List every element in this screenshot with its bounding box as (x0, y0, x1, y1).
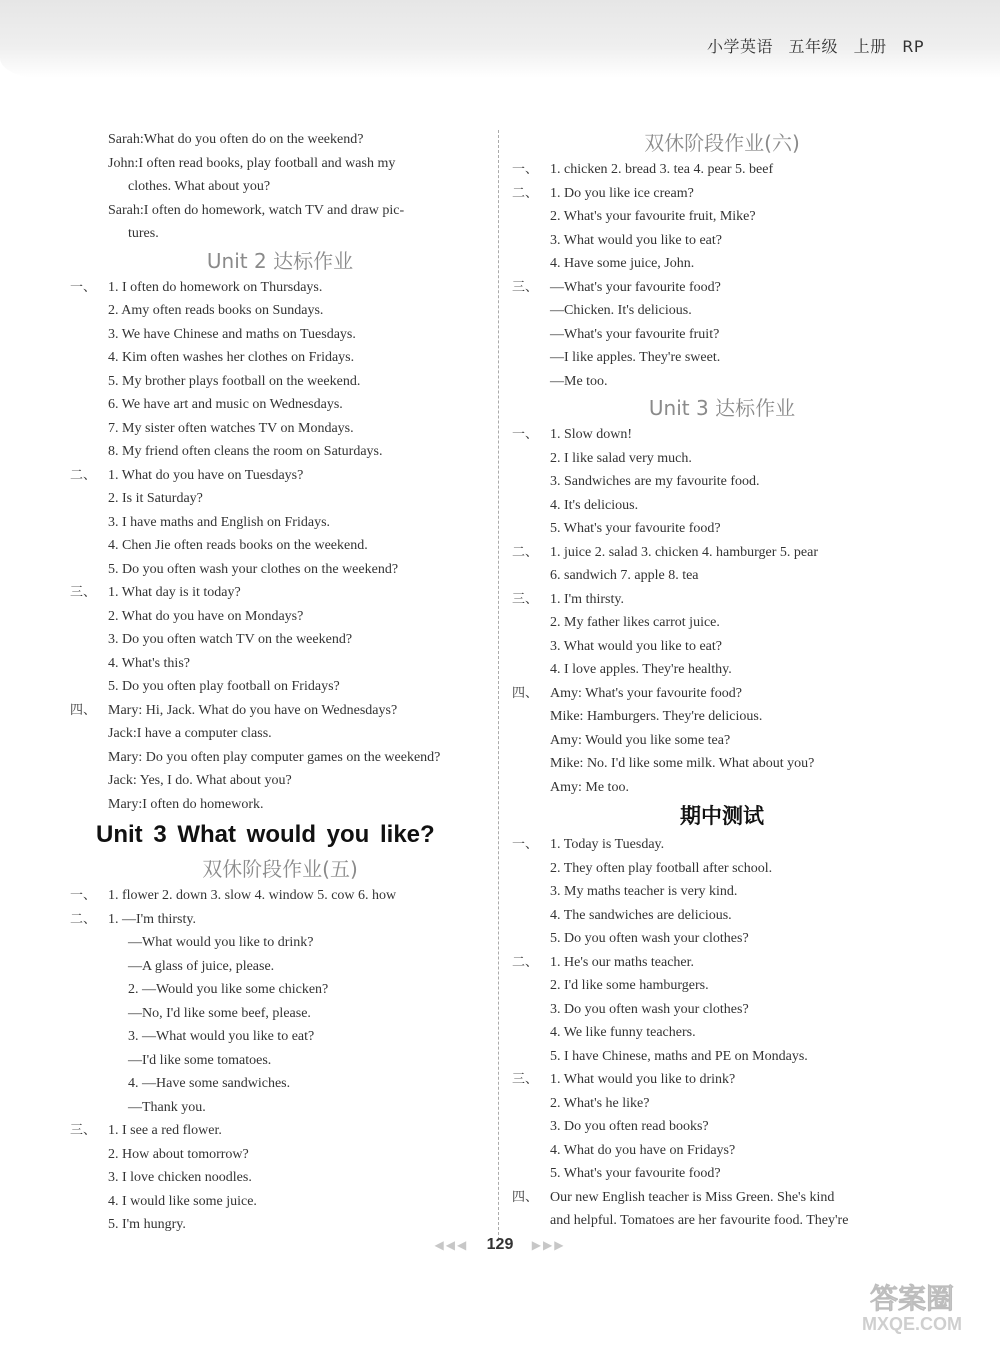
answer-line (512, 1186, 932, 1210)
question-number: 一、 (512, 162, 539, 177)
answer-line (512, 1162, 932, 1186)
answer-line (70, 534, 490, 558)
answer-line (512, 564, 932, 588)
question-number: 二、 (70, 467, 97, 483)
question-number: 四、 (512, 1189, 539, 1205)
answer-line (70, 769, 490, 793)
answer-text: John:I often read books, play football and wash my (108, 155, 396, 171)
answer-text: 4. What's this? (108, 655, 190, 671)
answer-text: 8. My friend often cleans the room on Saturdays. (108, 444, 383, 459)
answer-line (512, 682, 932, 706)
answer-text: Mike: Hamburgers. They're delicious. (550, 709, 763, 724)
answer-line (512, 611, 932, 635)
question-number: 二、 (70, 911, 97, 927)
right-column (512, 128, 932, 1233)
answer-text: Mary: Do you often play computer games on the weekend? (108, 749, 441, 765)
answer-text: 3. What would you like to eat? (550, 232, 722, 248)
answer-text: 3. I have maths and English on Fridays. (108, 514, 331, 530)
answer-line (512, 833, 932, 857)
unit-heading: Unit 3 What would you like? (96, 821, 435, 848)
question-number: 二、 (512, 185, 539, 201)
question-number: 三、 (70, 585, 97, 600)
answer-text: Mike: No. I'd like some milk. What about you? (550, 756, 815, 771)
answer-text: Sarah:I often do homework, watch TV and draw pic- (108, 202, 405, 218)
answer-line (512, 299, 932, 323)
answer-text: —Thank you. (128, 1099, 206, 1115)
answer-text: 5. What's your favourite food? (550, 1166, 721, 1181)
answer-line (512, 346, 932, 370)
answer-text: —Me too. (550, 373, 608, 389)
answer-line (70, 652, 490, 676)
answer-line (512, 729, 932, 753)
answer-text: 2. What's he like? (550, 1095, 650, 1111)
answer-text: 2. What do you have on Mondays? (108, 608, 304, 624)
answer-text: 3. I love chicken noodles. (108, 1170, 252, 1185)
answer-text: 2. How about tomorrow? (108, 1146, 249, 1162)
answer-text: 3. Do you often wash your clothes? (550, 1001, 749, 1017)
answer-text: —I like apples. They're sweet. (550, 350, 721, 365)
answer-text: 2. —Would you like some chicken? (128, 982, 329, 997)
answer-text: 2. Amy often reads books on Sundays. (108, 303, 324, 318)
answer-text: 5. Do you often play football on Fridays? (108, 679, 340, 694)
answer-line (512, 776, 932, 800)
answer-text: 5. My brother plays football on the weekend. (108, 373, 361, 389)
answer-line (70, 699, 490, 723)
answer-text: 3. Sandwiches are my favourite food. (550, 474, 760, 489)
answer-line (512, 752, 932, 776)
answer-text: 1. —I'm thirsty. (108, 911, 196, 927)
answer-line (70, 1002, 490, 1026)
answer-text: 4. Have some juice, John. (550, 256, 695, 271)
answer-line (70, 487, 490, 511)
answer-line (70, 558, 490, 582)
midterm-heading: 期中测试 (680, 804, 764, 828)
answer-line (512, 1021, 932, 1045)
answer-text: 1. What do you have on Tuesdays? (108, 467, 304, 483)
answer-text: 3. Do you often read books? (550, 1119, 709, 1134)
answer-line (512, 1209, 932, 1233)
question-number: 四、 (70, 702, 97, 718)
page-number: 129 (486, 1236, 514, 1253)
answer-text: 5. What's your favourite food? (550, 521, 721, 536)
answer-line (512, 447, 932, 471)
answer-line (70, 628, 490, 652)
answer-line (512, 370, 932, 394)
answer-text: 2. Is it Saturday? (108, 491, 203, 506)
answer-text: —What's your favourite food? (550, 279, 721, 295)
answer-text: 2. They often play football after school. (550, 860, 773, 876)
answer-text: 3. Do you often watch TV on the weekend? (108, 632, 353, 647)
answer-text: 1. Do you like ice cream? (550, 185, 694, 201)
answer-line (512, 494, 932, 518)
answer-line (70, 1072, 490, 1096)
question-number: 三、 (512, 279, 539, 295)
answer-line (512, 1139, 932, 1163)
question-number: 一、 (512, 427, 539, 442)
answer-text: Mary: Hi, Jack. What do you have on Wednesdays? (108, 702, 398, 718)
answer-line (70, 931, 490, 955)
answer-line (512, 1068, 932, 1092)
answer-line (70, 222, 490, 246)
answer-line (70, 175, 490, 199)
answer-text: 1. I'm thirsty. (550, 591, 624, 607)
answer-line (70, 440, 490, 464)
answer-line (70, 128, 490, 152)
answer-text: 4. I would like some juice. (108, 1193, 257, 1209)
answer-text: 2. What's your favourite fruit, Mike? (550, 209, 756, 224)
answer-line (512, 998, 932, 1022)
section-heading: Unit 2 达标作业 (206, 248, 354, 273)
answer-line (512, 635, 932, 659)
answer-line (70, 908, 490, 932)
answer-line (70, 1166, 490, 1190)
question-number: 一、 (70, 279, 97, 295)
question-number: 一、 (70, 888, 97, 903)
answer-text: clothes. What about you? (128, 179, 271, 194)
question-number: 一、 (512, 837, 539, 852)
answer-line (512, 927, 932, 951)
answer-line (70, 276, 490, 300)
answer-line (70, 1143, 490, 1167)
answer-line (70, 393, 490, 417)
watermark-text: 答案圈 (869, 1282, 955, 1315)
answer-text: 5. Do you often wash your clothes on the weekend? (108, 561, 399, 577)
answer-text: —No, I'd like some beef, please. (128, 1005, 311, 1021)
section-heading: 双休阶段作业(六) (644, 131, 800, 155)
answer-line (70, 793, 490, 817)
answer-line (70, 1049, 490, 1073)
answer-line (70, 346, 490, 370)
answer-text: 1. What would you like to drink? (550, 1072, 736, 1087)
answer-text: 3. We have Chinese and maths on Tuesdays. (108, 326, 356, 342)
answer-line (70, 417, 490, 441)
answer-text: —Chicken. It's delicious. (550, 303, 692, 318)
answer-line (70, 464, 490, 488)
answer-line (70, 978, 490, 1002)
answer-line (512, 423, 932, 447)
left-column (70, 128, 490, 1237)
answer-text: 1. I often do homework on Thursdays. (108, 279, 323, 295)
answer-text: 1. chicken 2. bread 3. tea 4. pear 5. beef (550, 162, 774, 177)
answer-line (512, 182, 932, 206)
answer-line (70, 152, 490, 176)
answer-text: 1. I see a red flower. (108, 1123, 222, 1138)
answer-text: 1. What day is it today? (108, 585, 241, 600)
answer-line (512, 517, 932, 541)
answer-line (512, 904, 932, 928)
answer-line (512, 158, 932, 182)
question-number: 三、 (512, 1072, 539, 1087)
answer-text: 7. My sister often watches TV on Mondays. (108, 420, 354, 436)
answer-line (512, 857, 932, 881)
answer-text: Mary:I often do homework. (108, 796, 264, 812)
question-number: 四、 (512, 685, 539, 701)
answer-text: 3. —What would you like to eat? (128, 1029, 315, 1044)
watermark-site: MXQE.COM (861, 1314, 963, 1334)
section-heading: Unit 3 达标作业 (648, 396, 796, 420)
answer-text: 3. What would you like to eat? (550, 638, 722, 654)
answer-text: 4. Kim often washes her clothes on Fridays. (108, 350, 355, 365)
answer-text: Jack: Yes, I do. What about you? (108, 773, 292, 788)
answer-text: Amy: Me too. (550, 779, 629, 795)
answer-line (70, 511, 490, 535)
answer-text: 6. sandwich 7. apple 8. tea (550, 568, 699, 583)
answer-text: 3. My maths teacher is very kind. (550, 884, 738, 899)
answer-line (70, 199, 490, 223)
next-arrows: ▶▶▶ (531, 1238, 566, 1252)
answer-text: Sarah:What do you often do on the weekend? (108, 132, 364, 147)
answer-text: 1. flower 2. down 3. slow 4. window 5. cow 6. how (108, 888, 397, 903)
answer-line (70, 605, 490, 629)
answer-line (70, 675, 490, 699)
question-number: 三、 (512, 591, 539, 607)
answer-line (512, 470, 932, 494)
answer-line (70, 1213, 490, 1237)
answer-line (512, 252, 932, 276)
answer-text: Jack:I have a computer class. (108, 726, 272, 741)
answer-line (512, 974, 932, 998)
answer-line (512, 951, 932, 975)
answer-text: 5. Do you often wash your clothes? (550, 931, 749, 946)
answer-line (70, 1190, 490, 1214)
answer-text: 5. I'm hungry. (108, 1217, 186, 1232)
answer-line (70, 955, 490, 979)
answer-text: —A glass of juice, please. (128, 958, 275, 974)
answer-line (70, 884, 490, 908)
answer-text: 6. We have art and music on Wednesdays. (108, 397, 343, 412)
question-number: 三、 (70, 1123, 97, 1138)
answer-text: —What would you like to drink? (128, 935, 314, 950)
answer-line (512, 705, 932, 729)
answer-text: tures. (128, 226, 159, 241)
answer-line (70, 581, 490, 605)
page-footer (0, 1236, 1000, 1254)
question-number: 二、 (512, 544, 539, 560)
answer-text: 4. It's delicious. (550, 497, 639, 513)
answer-text: 4. What do you have on Fridays? (550, 1142, 736, 1158)
answer-line (512, 1092, 932, 1116)
answer-line (512, 1045, 932, 1069)
answer-line (70, 1096, 490, 1120)
answer-text: Amy: What's your favourite food? (550, 685, 742, 701)
answer-text: 2. I'd like some hamburgers. (550, 978, 709, 993)
answer-line (70, 299, 490, 323)
answer-text: 4. I love apples. They're healthy. (550, 662, 732, 677)
answer-line (512, 229, 932, 253)
answer-text: Our new English teacher is Miss Green. She's kind (550, 1189, 835, 1205)
answer-text: 4. —Have some sandwiches. (128, 1076, 291, 1091)
answer-line (70, 370, 490, 394)
answer-text: 2. I like salad very much. (550, 450, 692, 466)
answer-text: 2. My father likes carrot juice. (550, 615, 720, 630)
answer-text: and helpful. Tomatoes are her favourite food. They're (550, 1213, 849, 1228)
answer-text: 4. Chen Jie often reads books on the weekend. (108, 538, 368, 553)
answer-line (70, 1025, 490, 1049)
answer-line (512, 276, 932, 300)
answer-text: 1. Slow down! (550, 427, 633, 442)
answer-line (512, 323, 932, 347)
answer-text: 4. We like funny teachers. (550, 1025, 696, 1040)
answer-line (512, 205, 932, 229)
answer-line (512, 880, 932, 904)
answer-text: 1. juice 2. salad 3. chicken 4. hamburger 5. pear (550, 544, 818, 560)
answer-text: —I'd like some tomatoes. (128, 1052, 272, 1068)
watermark-logo (842, 1278, 982, 1336)
answer-line (512, 588, 932, 612)
column-divider (498, 130, 499, 1240)
answer-text: 1. He's our maths teacher. (550, 954, 695, 970)
prev-arrows: ◀◀◀ (434, 1238, 469, 1252)
answer-text: 4. The sandwiches are delicious. (550, 907, 732, 923)
answer-line (70, 722, 490, 746)
answer-text: Amy: Would you like some tea? (550, 732, 731, 748)
answer-line (512, 1115, 932, 1139)
question-number: 二、 (512, 954, 539, 970)
answer-line (512, 541, 932, 565)
answer-line (70, 323, 490, 347)
answer-line (70, 746, 490, 770)
answer-line (70, 1119, 490, 1143)
answer-line (512, 658, 932, 682)
answer-text: 1. Today is Tuesday. (550, 837, 665, 852)
answer-text: 5. I have Chinese, maths and PE on Mondays. (550, 1048, 808, 1064)
book-title: 小学英语 五年级 上册 RP (706, 37, 924, 56)
section-heading: 双休阶段作业(五) (202, 857, 358, 881)
answer-text: —What's your favourite fruit? (550, 326, 720, 342)
